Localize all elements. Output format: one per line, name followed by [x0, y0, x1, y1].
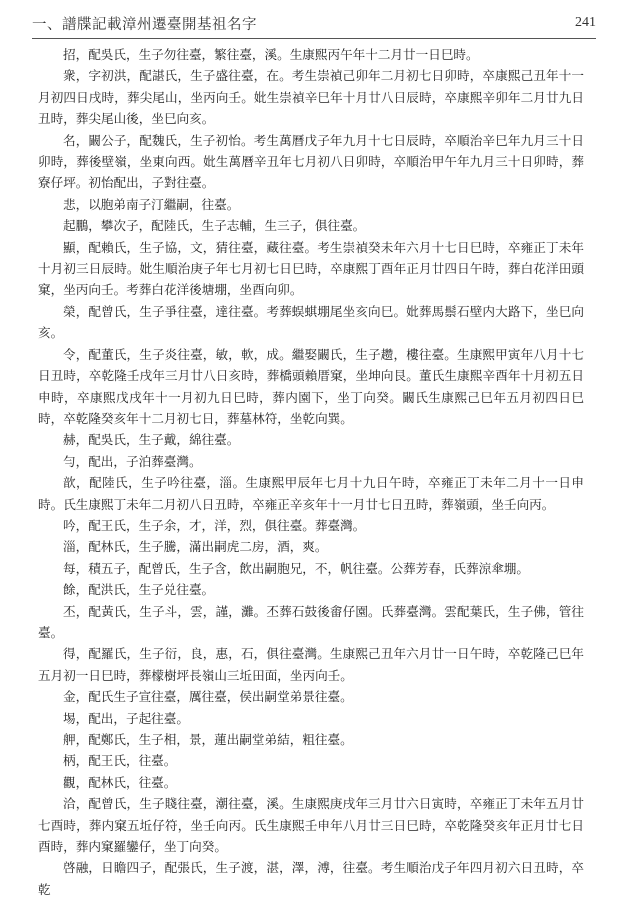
paragraph: 悲，以胞弟南子汀繼嗣，往臺。 [63, 196, 240, 212]
paragraph: 餘，配洪氏，生子兑往臺。 [63, 582, 215, 598]
paragraph: 舺，配鄭氏，生子相，景，蓮出嗣堂弟結，粗往臺。 [63, 732, 353, 747]
paragraph: 歆，配陸氏，生子吟往臺，淄。生康熙甲辰年七月十九日午時，卒雍正丁未年二月十一日申時。氏生康熙丁未年二月初八日丑時，卒雍正辛亥年十一月廿七日丑時，葬嶺頭，坐壬向丙。 [38, 475, 584, 512]
paragraph: 每，積五子，配曾氏，生子含，飲出嗣胞兄，不，帆往臺。公葬芳春，氏葬涼傘堋。 [63, 560, 529, 576]
paragraph: 勻，配出，子泊葬臺灣。 [63, 453, 202, 469]
page-number: 241 [575, 15, 596, 30]
paragraph: 榮，配曾氏，生子爭往臺，達往臺。考葬蜈蜞堋尾坐亥向巳。妣葬馬鬃石壁内大路下，坐巳向亥。 [38, 303, 584, 341]
paragraph: 觀，配林氏，往臺。 [63, 774, 177, 790]
paragraph: 金，配氏生子宣往臺，厲往臺，侯出嗣堂弟景往臺。 [63, 689, 353, 705]
paragraph: 赫，配吳氏，生子戴，綿往臺。 [63, 432, 240, 448]
running-header-title: 一、譜牒記載漳州遷臺開基祖名字 [32, 16, 257, 33]
body-text [38, 44, 584, 900]
paragraph: 啓融，日瞻四子，配張氏，生子渡，湛，澤，溥，往臺。考生順治戊子年四月初六日丑時，卒乾 [38, 860, 584, 897]
paragraph: 丕，配黃氏，生子斗，雲，謹，灘。丕葬石鼓後畬仔園。氏葬臺灣。雲配葉氏，生子佛，管往臺。 [38, 603, 584, 640]
paragraph: 令，配董氏，生子炎往臺，敏，軟，成。繼娶闞氏，生子趱，樓往臺。生康熙甲寅年八月十七日丑時，卒乾隆壬戌年三月廿八日亥時，葬橋頭賴厝窠，坐坤向艮。董氏生康熙辛酉年十月初五日申時，卒康熙戊戌年十一月初九日巳時，葬内園下，坐丁向癸。闞氏生康熙己巳年五月初四日巳時，卒乾隆癸亥年十二月初七日，葬墓林符，坐乾向巽。 [38, 346, 584, 426]
paragraph: 衆，字初洪，配諶氏，生子盛往臺，在。考生崇禎己卯年二月初七日卯時，卒康熙己丑年十一月初四日戌時，葬尖尾山，坐丙向壬。妣生崇禎辛巳年十月廿八日辰時，卒康熙辛卯年二月廿九日丑時，葬尖尾山後，坐巳向亥。 [38, 68, 584, 127]
paragraph: 吟，配王氏，生子余，才，洋，烈，俱往臺。葬臺灣。 [63, 517, 366, 533]
paragraph: 顯，配賴氏，生子協，文，猜往臺，藏往臺。考生崇禎癸未年六月十七日巳時，卒雍正丁未年十月初三日辰時。妣生順治庚子年七月初七日巳時，卒康熙丁酉年正月廿四日午時，葬白花洋田頭窠，坐丙向壬。考葬白花洋後塘堋，坐酉向卯。 [38, 239, 584, 298]
header-rule [32, 38, 596, 39]
paragraph: 起鵬，攀次子，配陸氏，生子志輔，生三子，俱往臺。 [63, 218, 366, 234]
paragraph: 得，配羅氏，生子衍，良，惠，石，俱往臺灣。生康熙己丑年六月廿一日午時，卒乾隆己巳年五月初一日巳時，葬檬樹坪長嶺山三坵田面，坐丙向壬。 [38, 646, 584, 683]
running-header [32, 10, 596, 36]
paragraph: 名，闞公子，配魏氏，生子初怡。考生萬曆戊子年九月十七日辰時，卒順治辛巳年九月三十日卯時，葬後壁嶺，坐東向西。妣生萬曆辛丑年七月初八日卯時，卒順治甲午年九月三十日卯時，葬寮仔坪。初怡配出，子對往臺。 [38, 132, 584, 191]
paragraph: 淄，配林氏，生子騰，滿出嗣虎二房，酒，爽。 [63, 539, 328, 555]
paragraph: 洽，配曾氏，生子賤往臺，潮往臺，溪。生康熙庚戌年三月廿六日寅時，卒雍正丁未年五月廿七酉時，葬内窠五坵仔符，坐壬向丙。氏生康熙壬申年八月廿三日巳時，卒乾隆癸亥年正月廿七日酉時，葬内窠羅鑾仔，坐丁向癸。 [38, 796, 584, 855]
paragraph: 埸，配出，子起往臺。 [63, 710, 189, 726]
paragraph: 招，配吳氏，生子勿往臺，繁往臺，溪。生康熙丙午年十二月廿一日巳時。 [63, 47, 479, 62]
paragraph: 柄，配王氏，往臺。 [63, 753, 177, 769]
